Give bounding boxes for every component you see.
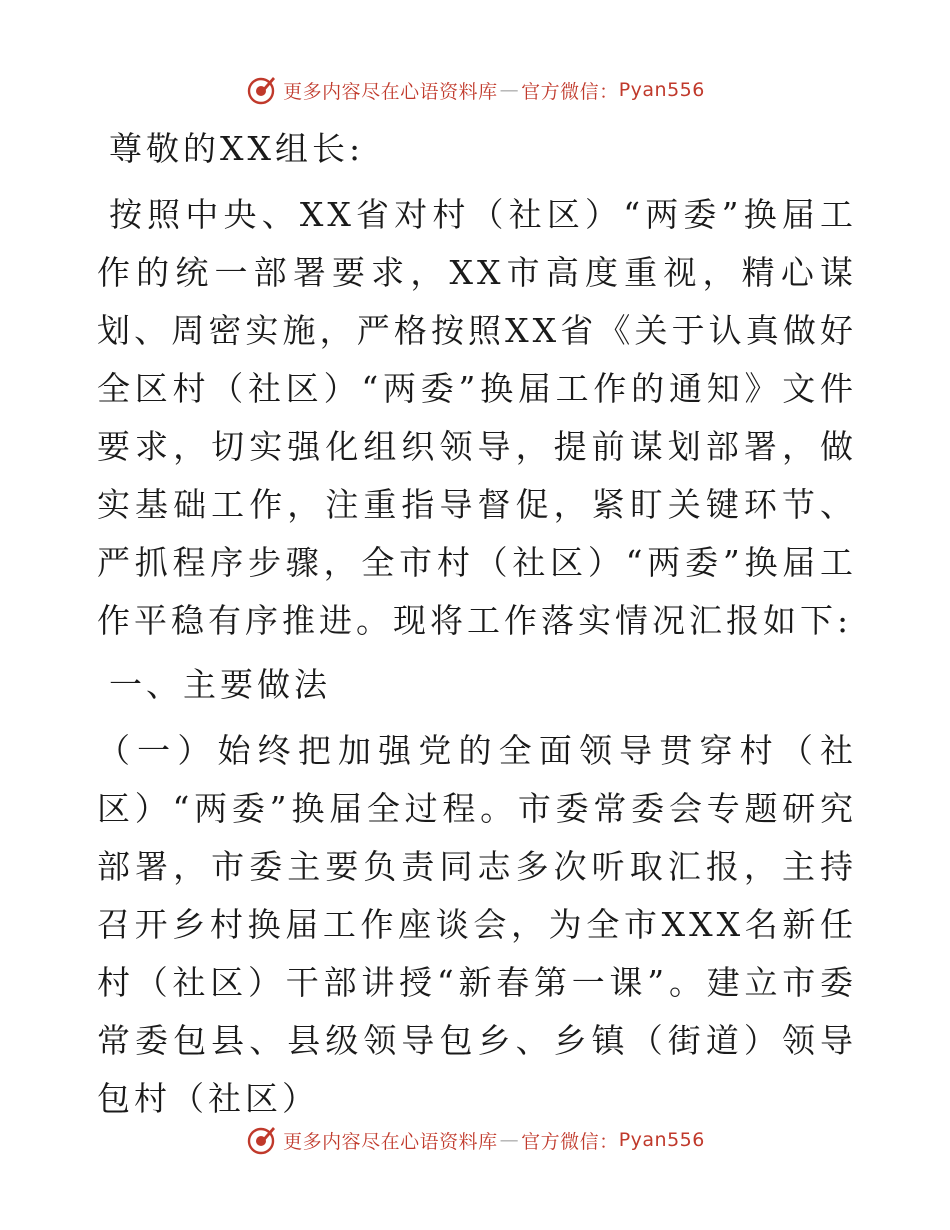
watermark-text: 更多内容尽在心语资料库 <box>283 1130 498 1153</box>
paragraph-main-practice: （一）始终把加强党的全面领导贯穿村（社区）“两委”换届全过程。市委常委会专题研究部署，市委主要负责同志多次听取汇报，主持召开乡村换届工作座谈会，为全市XXX名新任村（社区）干部讲授“新春第一课”。建立市委常委包县、县级领导包乡、乡镇（街道）领导包村（社区） <box>97 731 857 1118</box>
watermark-account: Pyan556 <box>618 79 705 101</box>
watermark-account: Pyan556 <box>618 1129 705 1151</box>
quill-seal-icon <box>245 1124 277 1156</box>
watermark-separator: — <box>499 1129 520 1151</box>
watermark-text: 更多内容尽在心语资料库 <box>283 80 498 103</box>
section-heading: 一、主要做法 <box>109 665 331 704</box>
quill-seal-icon <box>245 74 277 106</box>
watermark-official: 官方微信： <box>521 1130 619 1153</box>
paragraph-intro: 按照中央、XX省对村（社区）“两委”换届工作的统一部署要求，XX市高度重视，精心谋划、周密实施，严格按照XX省《关于认真做好全区村（社区）“两委”换届工作的通知》文件要求，切实强化组织领导，提前谋划部署，做实基础工作，注重指导督促，紧盯关键环节、严抓程序步骤，全市村（社区）“两委”换届工作平稳有序推进。现将工作落实情况汇报如下: <box>97 195 857 640</box>
watermark-official: 官方微信： <box>521 80 619 103</box>
salutation: 尊敬的XX组长: <box>109 129 365 168</box>
document-body <box>97 120 857 1128</box>
footer-watermark <box>0 1120 950 1160</box>
watermark-separator: — <box>499 79 520 101</box>
header-watermark <box>0 70 950 110</box>
